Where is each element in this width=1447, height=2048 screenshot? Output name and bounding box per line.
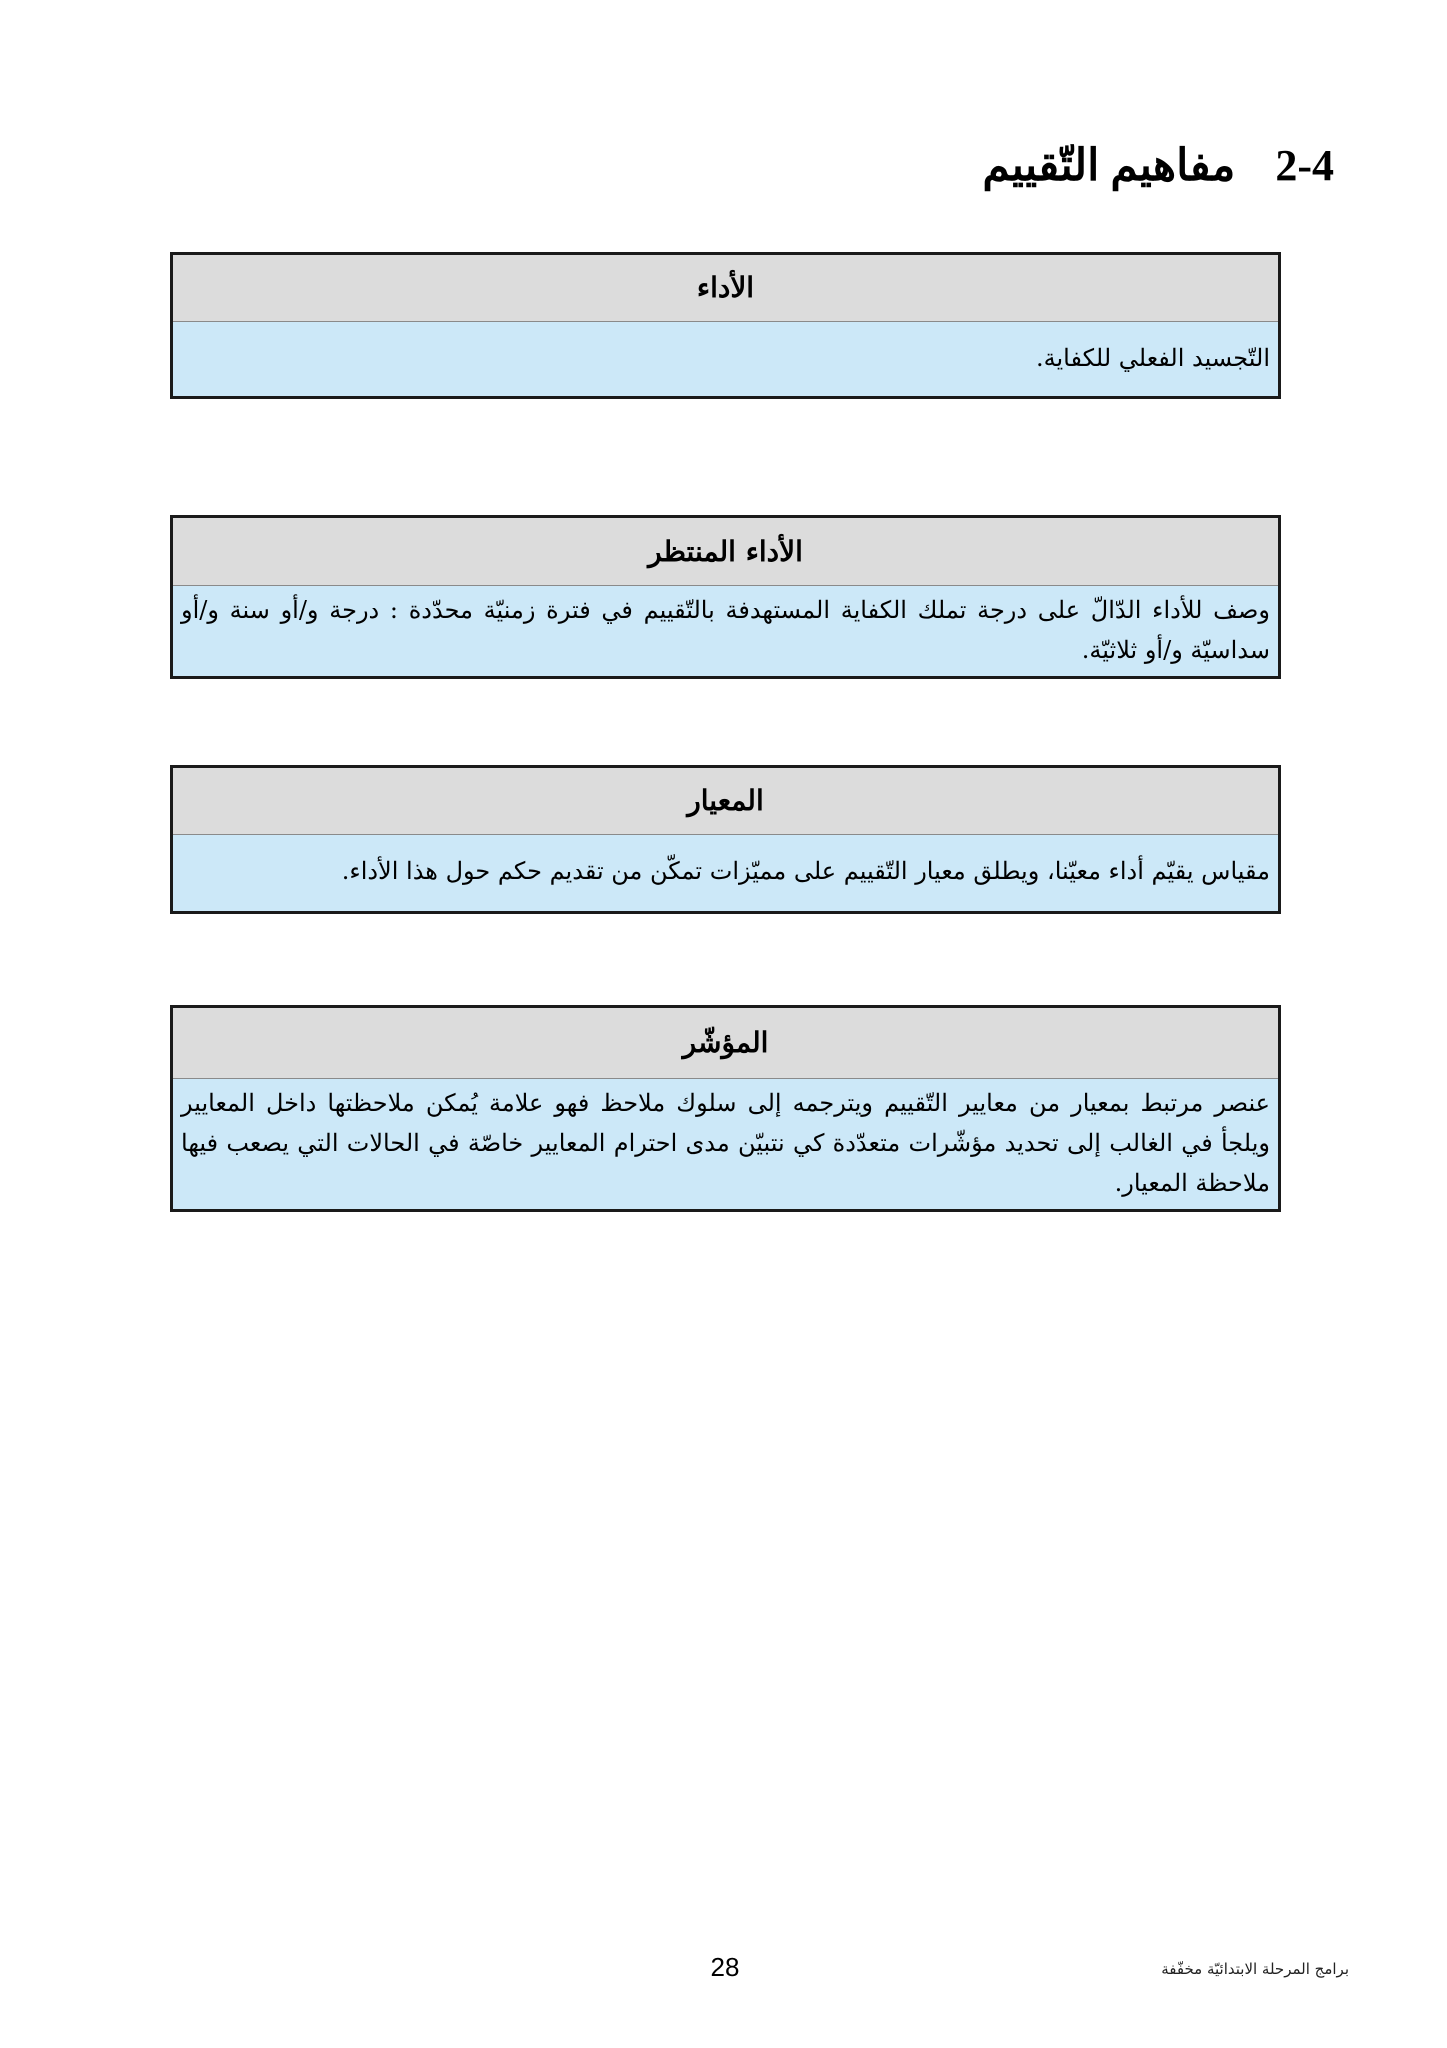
section-title: مفاهيم التّقييم	[982, 141, 1236, 190]
concept-definition: مقياس يقيّم أداء معيّنا، ويطلق معيار التّقييم على مميّزات تمكّن من تقديم حكم حول هذا الأداء.	[173, 835, 1278, 911]
concept-definition: التّجسيد الفعلي للكفاية.	[173, 322, 1278, 396]
section-heading	[982, 140, 1334, 191]
section-number: 2-4	[1275, 141, 1334, 190]
concept-title: المعيار	[173, 768, 1278, 835]
concept-title: الأداء المنتظر	[173, 518, 1278, 586]
concept-box-expected-performance	[170, 515, 1281, 679]
concept-definition: وصف للأداء الدّالّ على درجة تملك الكفاية المستهدفة بالتّقييم في فترة زمنيّة محدّدة : درجة و/أو سنة و/أو سداسيّة و/أو ثلاثيّة.	[173, 586, 1278, 676]
concept-definition: عنصر مرتبط بمعيار من معايير التّقييم ويترجمه إلى سلوك ملاحظ فهو علامة يُمكن ملاحظتها داخل المعايير ويلجأ في الغالب إلى تحديد مؤشّرات متعدّدة كي نتبيّن مدى احترام المعايير خاصّة في الحالات التي يصعب فيها ملاحظة المعيار.	[173, 1079, 1278, 1209]
concept-box-performance	[170, 252, 1281, 399]
concept-box-indicator	[170, 1005, 1281, 1212]
page-number: 28	[710, 1952, 740, 1982]
concept-title: المؤشّر	[173, 1008, 1278, 1079]
concept-box-criterion	[170, 765, 1281, 914]
concept-title: الأداء	[173, 255, 1278, 322]
footer-document-title: برامج المرحلة الابتدائيّة مخفّفة	[1161, 1960, 1349, 1978]
